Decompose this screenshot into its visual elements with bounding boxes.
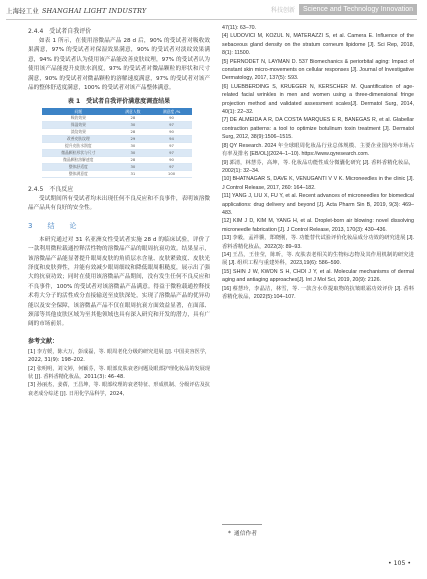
reference-item: [13] 李毅，孟祥骥，郑晓刚，等. 功能替代试验评价化妆品成分功效的研究进展 [J]. 香料香精化妆品，2022(3): 89–93. [222, 235, 414, 250]
table-cell: 保湿效果 [42, 121, 115, 128]
table-cell: 微晶颗粒溶解速度 [42, 156, 115, 163]
reference-item: [1] 李方媛，陈大万，彭成磊，等. 眼周老化分级的研究进展 [J]. 中国美容医学，2022, 31(9): 198–202. [28, 348, 210, 364]
asterisk-mark: * [228, 531, 231, 537]
table-row [42, 149, 192, 156]
paragraph-self-evaluation: 如表 1 所示，在使用溶微晶产品 28 d 后，90% 的受试者对吸收效果满意，97% 的受试者对保湿效果满意，90% 的受试者对淡纹效果满意，94% 的受试者认为使用该产品能改善皮肤纹理，97% 的受试者认为使用该产品能提升皮肤水润度，97% 的受试者对微晶颗粒的形状和尺寸满意，90% 的受试者对微晶颗粒的溶解速度满意，97% 的受试者对该产品的整体舒适度满意，100% 的受试者对该产品整体满意。 [28, 38, 210, 92]
reference-item: [15] SHIN J W, KWON S H, CHOI J Y, et al. Molecular mechanisms of dermal aging and antiaging approaches[J]. Int J Mol Sci, 2019, 20(9): 2126. [222, 268, 414, 284]
table-cell: 提升皮肤水润度 [42, 142, 115, 149]
reference-item: [7] DE ALMEIDA A R, DA COSTA MARQUES E R, BANEGAS R, et al. Glabellar contraction patterns: a tool to optimize botulinum toxin treatment [J]. Dermatol Surg, 2012, 38(9):1506–1515. [222, 117, 414, 141]
table-cell: 28 [115, 115, 152, 122]
page-number: • 105 • [387, 560, 411, 567]
table-row [42, 163, 192, 170]
table-row [42, 128, 192, 135]
table-cell: 整体满意度 [42, 170, 115, 177]
survey-table [42, 108, 192, 178]
journal-name-en: SHANGHAI LIGHT INDUSTRY [41, 7, 147, 15]
left-column [28, 24, 210, 398]
table-cell: 97 [151, 163, 192, 170]
table-cell: 100 [151, 170, 192, 177]
table-cell: 改善皮肤纹理 [42, 135, 115, 142]
reference-item: [3] 孙丽杰，姜蒨，王昌坤，等. 眼部纹理的衰老特征、形成机制、分级评估及抗衰老成分综述 [J]. 日用化学品科学，2024, [28, 382, 210, 397]
table-cell: 94 [151, 135, 192, 142]
table-cell: 28 [115, 156, 152, 163]
reference-item: [4] LUDOVICI M, KOZUL N, MATERAZZI S, et al. Camera E. Influence of the sebaceous gland density on the stratum corneum lipidome [J]. Sci Rep, 2018, 8(1): 11500. [222, 33, 414, 57]
table-cell: 整体舒适度 [42, 163, 115, 170]
reference-item: [2] 张明明，刘文婷，何颖芬，等. 眼部皮肤衰老问题及眼部护理化妆品的发展现状 [J]. 香料香精化妆品，2011(3): 46–48. [28, 365, 210, 381]
table-header-cell: 满意人数 [115, 108, 152, 115]
table-cell: 31 [115, 170, 152, 177]
table-cell: 29 [115, 135, 152, 142]
corresponding-author-label: 通信作者 [233, 531, 258, 537]
column-label-en: Science and Technology Innovation [299, 4, 417, 15]
journal-name-cn: 上海轻工业 [6, 7, 39, 15]
reference-item: [9] 郭清，林慧芬，高坤，等. 化妆品功能性成分微囊化研究 [J]. 香料香精化妆品，2002(1): 32–34. [222, 159, 414, 174]
table-row [42, 156, 192, 163]
table-cell: 97 [151, 121, 192, 128]
journal-name [6, 6, 146, 15]
table-row [42, 135, 192, 142]
table-cell: 微晶颗粒形状与尺寸 [42, 149, 115, 156]
column-label-cn: 科技创新 [270, 7, 295, 14]
reference-item: 47(11): 63–70. [222, 25, 257, 31]
table-row [42, 142, 192, 149]
table-header-cell: 问题 [42, 108, 115, 115]
table-cell: 30 [115, 142, 152, 149]
table-cell: 30 [115, 163, 152, 170]
table-cell: 30 [115, 121, 152, 128]
right-column [222, 24, 414, 301]
reference-item: [16] 蔡慧玲，李晶洁，林雪，等. 一款含水草提取物的抗皱眼霜功效评价 [J]. 香料香精化妆品，2022(5):104–107. [222, 285, 414, 300]
table-cell: 90 [151, 115, 192, 122]
table-caption: 表 1 受试者自我评价满意度调查结果 [67, 98, 171, 106]
paragraph-conclusion: 本研究通过对 31 名亚洲女性受试者实施 28 d 的临床试验，评价了一款利用微粒载通控释活性物的溶微晶产品的眼周抗衰功效。结果显示，该溶微晶产品能显著提升眼周皮肤的角质层水含量、皮肤紧致度、皮肤光泽度和皮肤弹性，并能有效减少眼周细纹和降低眼周粗糙度，展示出了强大的抗衰功效；同时在使用该溶微晶产品期间，没有发生任何不良反应和不良事件，100% 的受试者对该溶微晶产品满意。得益于微粒载通控释技术将大分子的活性成分直接输送至皮肤深处，实现了溶微晶产品的优异功能以及安全保障，该溶微晶产品不仅在眼周抗衰方面效益显著，在面部、颈部等其他皮肤区域为至其他领域也具有深入研究和开发的潜力，具有广阔的市场前景。 [28, 236, 210, 328]
reference-item: [12] KIM J D, KIM M, YANG H, et al. Droplet-born air blowing: novel dissolving microneedle fabrication [J]. J Control Release, 2013, 170(3): 430–436. [222, 218, 414, 233]
table-cell: 97 [151, 149, 192, 156]
table-row [42, 170, 192, 177]
table-cell: 28 [115, 128, 152, 135]
table-cell: 吸收效果 [42, 115, 115, 122]
reference-item: [10] BHATNAGAR S, DAVE K, VENUGANTI V V K. Microneedles in the clinic [J]. J Control Release, 2017, 260: 164–182. [222, 176, 414, 191]
subsection-heading-2-4-4: 2.4.4 受试者自我评价 [28, 28, 92, 35]
subsection-heading-2-4-5: 2.4.5 不良反应 [28, 185, 74, 193]
table-header-cell: 满意度 /% [151, 108, 192, 115]
section-title-conclusion: 3 结 论 [28, 221, 81, 230]
reference-item: [14] 王昌，王佳莹，陈昕，等. 皮肤表老相关的生物标志物及其作用机制的研究进展 [J]. 组织工程与重建外科，2023,19(6): 586–590. [222, 251, 414, 267]
footnote-rule [222, 524, 262, 525]
table-cell: 淡纹效果 [42, 128, 115, 135]
reference-item: [6] LUEBBERDING S, KRUEGER N, KERSCHER M. Quantification of age-related facial wrinkles in men and women using a three-dimensional fringe projection method and validated assessment scales[J]. Dermatol Surg, 2014, 40(1): 22–32. [222, 83, 414, 116]
table-row [42, 121, 192, 128]
reference-item: [5] PERNODET N, LAYMAN D. 537 Biomechanics & periorbital aging: Impact of constant skin micro-movements on cellular responses [J]. Journal of Investigative Dermatology, 2017, 137(5): S93. [222, 58, 414, 82]
table-cell: 90 [151, 128, 192, 135]
references-heading: 参考文献： [28, 337, 59, 345]
header-rule [6, 19, 417, 20]
paragraph-adverse-reactions: 受试期间所有受试者均未出现任何不良反应和不良事件，表明该溶微晶产品具有良好的安全性。 [28, 195, 210, 212]
reference-item: [11] YANG J, LIU X, FU Y, et al. Recent advances of microneedles for biomedical applications: drug delivery and beyond [J]. Acta Pharm Sin B, 2019, 9(3): 469–483. [222, 193, 414, 216]
table-cell: 97 [151, 142, 192, 149]
column-label [271, 4, 417, 15]
running-header [0, 0, 427, 22]
corresponding-author-note [228, 528, 257, 537]
reference-item: [8] QY Research. 2024 年全球眼周化妆品行业总体规模、主要企业国内外市场占有率及排名 [EB/OL](2024–1–10). https://www.qyresearch.com. [222, 142, 414, 158]
table-cell: 90 [151, 156, 192, 163]
table-cell: 30 [115, 149, 152, 156]
